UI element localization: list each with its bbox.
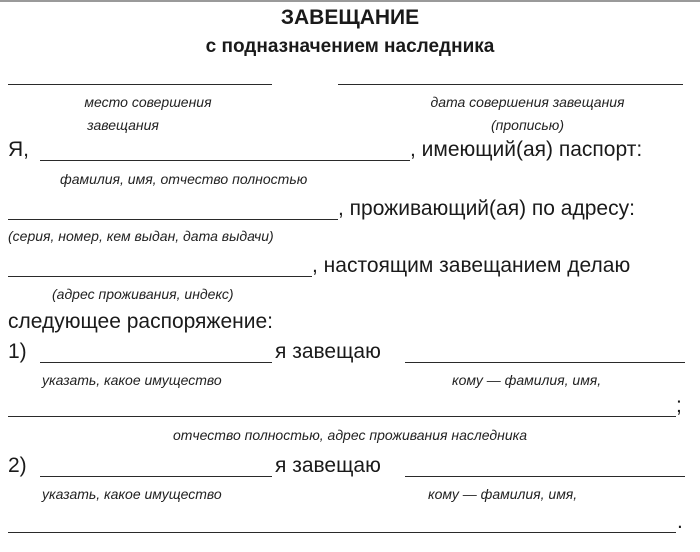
residing-text: , проживающий(ая) по адресу: — [338, 197, 635, 220]
passport-hint: (серия, номер, кем выдан, дата выдачи) — [8, 228, 274, 244]
item-2-bequeath-text: я завещаю — [275, 454, 381, 477]
document-title: ЗАВЕЩАНИЕ — [280, 6, 420, 29]
item-2-whom-hint: кому — фамилия, имя, — [428, 486, 578, 502]
address-hint: (адрес проживания, индекс) — [52, 286, 234, 302]
item-2-number: 2) — [8, 454, 27, 477]
item-2-property-line[interactable] — [40, 476, 272, 477]
place-field-line[interactable] — [8, 84, 272, 85]
item-1-whom-hint: кому — фамилия, имя, — [452, 372, 602, 388]
passport-text: , имеющий(ая) паспорт: — [410, 138, 643, 161]
item-1-heir-line[interactable] — [405, 362, 685, 363]
disposition-text: следующее распоряжение: — [8, 310, 274, 333]
date-hint-line2: (прописью) — [491, 117, 564, 133]
item-1-bequeath-text: я завещаю — [275, 340, 381, 363]
address-field-line[interactable] — [8, 276, 312, 277]
item-2-end-mark: . — [677, 510, 683, 533]
item-1-property-line[interactable] — [40, 362, 272, 363]
item-1-heir-details-line[interactable] — [8, 416, 676, 417]
testament-text: , настоящим завещанием делаю — [312, 254, 631, 277]
item-1-heir-hint: отчество полностью, адрес проживания наследника — [172, 427, 528, 443]
top-border — [0, 0, 700, 2]
place-hint-line1: место совершения — [84, 94, 212, 110]
document-subtitle: с подназначением наследника — [205, 36, 495, 57]
item-1-property-hint: указать, какое имущество — [42, 372, 222, 388]
item-2-heir-line[interactable] — [405, 476, 685, 477]
i-prefix: Я, — [8, 138, 29, 161]
fio-field-line[interactable] — [40, 160, 410, 161]
item-2-heir-details-line[interactable] — [8, 532, 676, 533]
fio-hint: фамилия, имя, отчество полностью — [60, 171, 308, 187]
date-hint-line1: дата совершения завещания — [430, 94, 625, 110]
passport-field-line[interactable] — [8, 219, 338, 220]
item-2-property-hint: указать, какое имущество — [42, 486, 222, 502]
place-hint-line2: завещания — [87, 117, 159, 133]
item-1-end-mark: ; — [676, 394, 682, 417]
date-field-line[interactable] — [338, 84, 683, 85]
item-1-number: 1) — [8, 340, 27, 363]
